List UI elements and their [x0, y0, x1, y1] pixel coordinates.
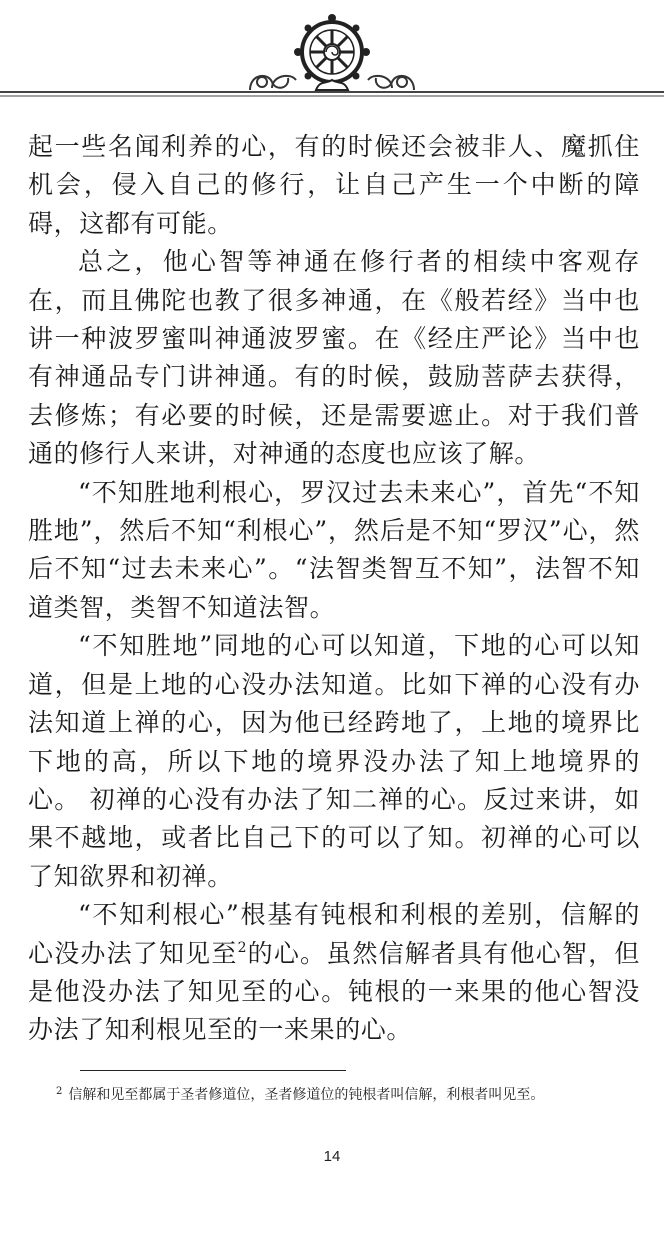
page-number: 14 — [323, 1148, 341, 1165]
main-body-text — [28, 128, 640, 1050]
footnote-reference[interactable]: 2 — [237, 939, 248, 956]
paragraph-2: 总之，他心智等神通在修行者的相续中客观存在，而且佛陀也教了很多神通，在《般若经》当中也讲一种波罗蜜叫神通波罗蜜。在《经庄严论》当中也有神通品专门讲神通。有的时候，鼓励菩萨去获得，去修炼；有必要的时候，还是需要遮止。对于我们普通的修行人来讲，对神通的态度也应该了解。 — [28, 247, 640, 469]
paragraph-3: “不知胜地利根心，罗汉过去未来心”，首先“不知胜地”，然后不知“利根心”，然后是不知“罗汉”心，然后不知“过去未来心”。“法智类智互不知”，法智不知道类智，类智不知道法智。 — [28, 477, 640, 622]
paragraph-1: 起一些名闻利养的心，有的时候还会被非人、魔抓住机会，侵入自己的修行，让自己产生一个中断的障碍，这都有可能。 — [28, 132, 640, 238]
footnote-text: 信解和见至都属于圣者修道位，圣者修道位的钝根者叫信解，利根者叫见至。 — [68, 1087, 545, 1103]
paragraph-4: “不知胜地”同地的心可以知道，下地的心可以知道，但是上地的心没办法知道。比如下禅的心没有办法知道上禅的心，因为他已经跨地了，上地的境界比下地的高，所以下地的境界没办法了知上地境界的心。 初禅的心没有办法了知二禅的心。反过来讲，如果不越地，或者比自己下的可以了知。初禅的心可以了知欲界和初禅。 — [28, 631, 640, 891]
paragraph-5 — [28, 896, 640, 1050]
footnote — [28, 1084, 618, 1106]
paragraph-5-text-end: 的心。虽然信解者具有他心智，但是他没办法了知见至的心。钝根的一来果的他心智没办法了知利根见至的一来果的心。 — [28, 938, 640, 1045]
footnote-divider — [80, 1070, 346, 1071]
page-header-ornament — [0, 0, 664, 110]
footnote-number: 2 — [56, 1086, 63, 1097]
paragraph-5-text-start: “不知利根心”根基有钝根和利根的差别，信解的心没办法了知见至 — [28, 900, 640, 968]
dharma-wheel-icon — [0, 0, 664, 110]
